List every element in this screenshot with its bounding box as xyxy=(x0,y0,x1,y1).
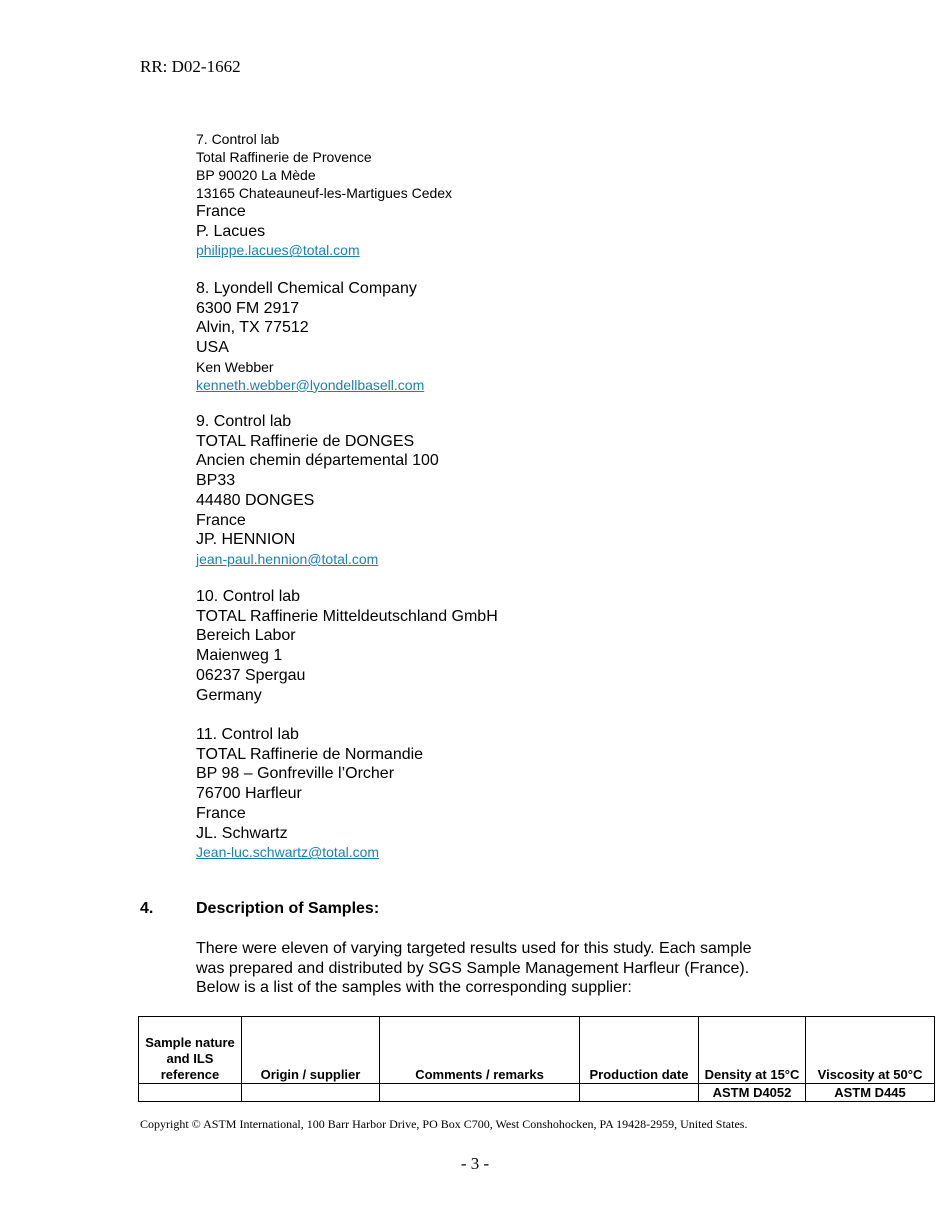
viscosity-method-cell: ASTM D445 xyxy=(806,1084,935,1102)
lab-8-line: 6300 FM 2917 xyxy=(196,299,300,317)
lab-9-line: Ancien chemin départemental 100 xyxy=(196,452,439,470)
header-sample-nature: Sample nature and ILS reference xyxy=(139,1017,242,1084)
lab-10-line: Bereich Labor xyxy=(196,627,296,645)
samples-table xyxy=(138,1016,935,1102)
header-comments: Comments / remarks xyxy=(380,1017,580,1084)
lab-10-line: Germany xyxy=(196,686,262,704)
lab-11-line: 76700 Harfleur xyxy=(196,785,302,803)
lab-8-line: Ken Webber xyxy=(196,358,274,375)
header-origin-supplier: Origin / supplier xyxy=(242,1017,380,1084)
table-cell xyxy=(242,1084,380,1102)
lab-9-line: France xyxy=(196,511,246,529)
lab-10-line: Maienweg 1 xyxy=(196,647,283,665)
lab-9-line: 44480 DONGES xyxy=(196,491,315,509)
lab-7-line: P. Lacues xyxy=(196,222,266,240)
lab-7-line: 13165 Chateauneuf-les-Martigues Cedex xyxy=(196,185,453,201)
lab-7-line: BP 90020 La Mède xyxy=(196,167,316,183)
lab-11-line: BP 98 – Gonfreville l’Orcher xyxy=(196,765,395,783)
lab-10-line: TOTAL Raffinerie Mitteldeutschland GmbH xyxy=(196,607,498,625)
paragraph-line: was prepared and distributed by SGS Sample Management Harfleur (France). xyxy=(196,959,750,977)
lab-7-line: France xyxy=(196,203,246,220)
lab-7-line: Total Raffinerie de Provence xyxy=(196,149,372,165)
page-number: - 3 - xyxy=(460,1154,490,1173)
lab-11-email-link[interactable]: Jean-luc.schwartz@total.com xyxy=(196,844,380,861)
table-cell xyxy=(139,1084,242,1102)
lab-7-address xyxy=(196,130,452,260)
lab-9-email-link[interactable]: jean-paul.hennion@total.com xyxy=(196,550,379,567)
density-method-cell: ASTM D4052 xyxy=(699,1084,806,1102)
lab-11-line: TOTAL Raffinerie de Normandie xyxy=(196,745,424,763)
table-header-row xyxy=(139,1017,935,1084)
copyright-footer: Copyright © ASTM International, 100 Barr Harbor Drive, PO Box C700, West Conshohocken, PA 19428-2959, United States. xyxy=(140,1117,748,1131)
lab-9-address xyxy=(196,412,439,569)
lab-7-line: 7. Control lab xyxy=(196,131,280,147)
lab-9-line: BP33 xyxy=(196,472,236,490)
lab-11-address xyxy=(196,725,423,862)
lab-9-line: TOTAL Raffinerie de DONGES xyxy=(196,432,415,450)
table-cell xyxy=(380,1084,580,1102)
section-number: 4. xyxy=(140,900,154,917)
lab-10-line: 10. Control lab xyxy=(196,588,301,605)
lab-11-line: 11. Control lab xyxy=(196,726,299,743)
lab-8-line: USA xyxy=(196,339,229,357)
lab-7-email-link[interactable]: philippe.lacues@total.com xyxy=(196,242,360,259)
header-viscosity: Viscosity at 50°C xyxy=(806,1017,935,1084)
lab-10-line: 06237 Spergau xyxy=(196,666,306,684)
lab-10-address xyxy=(196,587,498,705)
lab-11-line: France xyxy=(196,804,246,822)
lab-9-line: JP. HENNION xyxy=(196,531,296,549)
table-cell xyxy=(580,1084,699,1102)
table-row xyxy=(139,1084,935,1102)
lab-9-line: 9. Control lab xyxy=(196,413,292,430)
paragraph-line: Below is a list of the samples with the corresponding supplier: xyxy=(196,979,632,997)
paragraph-line: There were eleven of varying targeted results used for this study. Each sample xyxy=(196,940,752,957)
header-production-date: Production date xyxy=(580,1017,699,1084)
report-id-header: RR: D02-1662 xyxy=(140,57,241,76)
section-title: Description of Samples: xyxy=(196,900,380,917)
section-paragraph xyxy=(196,939,836,998)
lab-8-address xyxy=(196,279,424,395)
lab-11-line: JL. Schwartz xyxy=(196,824,288,842)
lab-8-line: 8. Lyondell Chemical Company xyxy=(196,280,417,297)
lab-8-email-link[interactable]: kenneth.webber@lyondellbasell.com xyxy=(196,376,425,393)
lab-8-line: Alvin, TX 77512 xyxy=(196,319,309,337)
header-density: Density at 15°C xyxy=(699,1017,806,1084)
